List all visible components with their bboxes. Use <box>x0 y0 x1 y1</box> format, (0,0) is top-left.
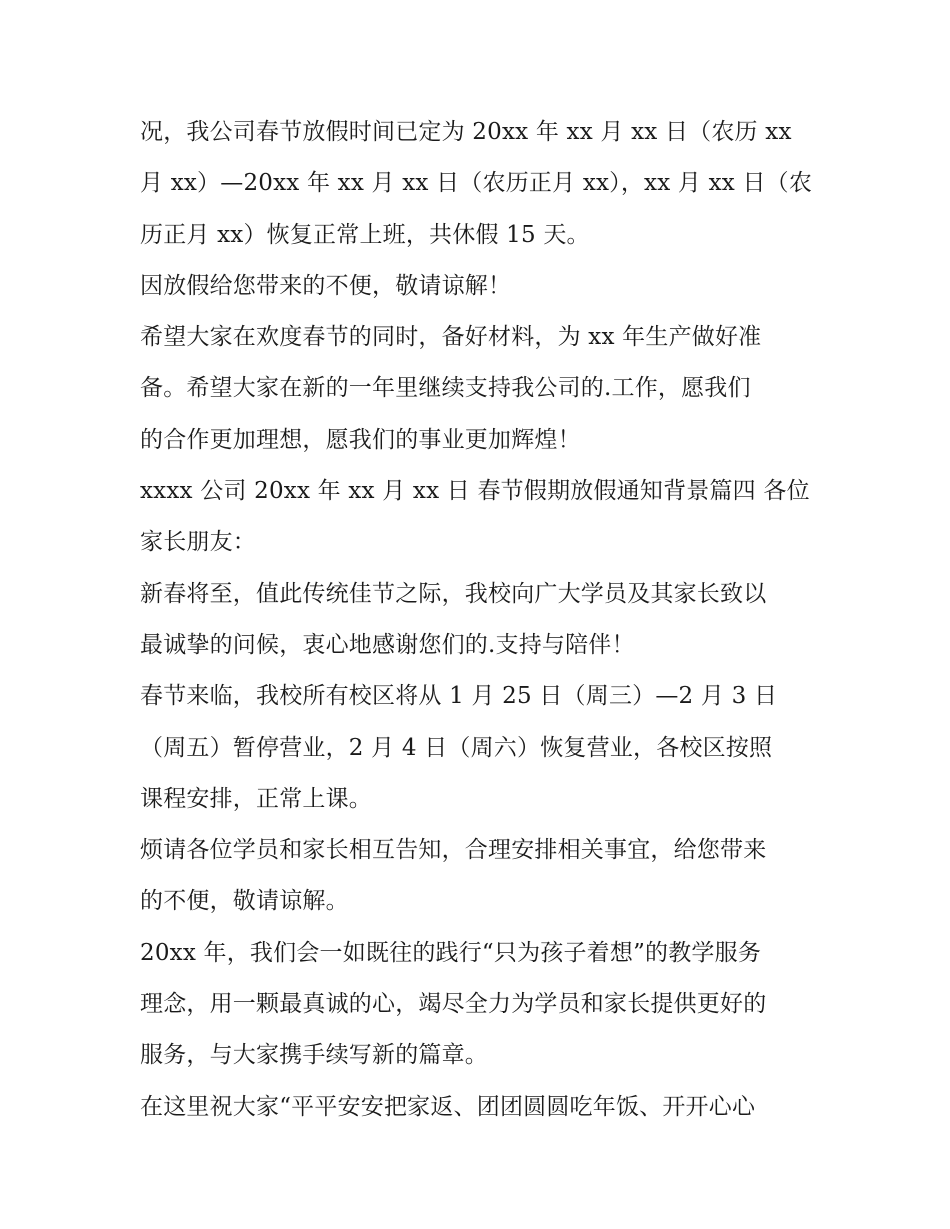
text-line: 烦请各位学员和家长相互告知，合理安排相关事宜，给您带来 <box>140 837 767 864</box>
text-line: 最诚挚的问候，衷心地感谢您们的.支持与陪伴！ <box>140 631 635 658</box>
text-line: 在这里祝大家“平平安安把家返、团团圆圆吃年饭、开开心心 <box>140 1093 756 1120</box>
text-line: 的不便，敬请谅解。 <box>140 888 349 915</box>
text-line: 春节来临，我校所有校区将从 1 月 25 日（周三）—2 月 3 日 <box>140 683 778 710</box>
text-line: 新春将至，值此传统佳节之际，我校向广大学员及其家长致以 <box>140 580 767 607</box>
text-line: 的合作更加理想，愿我们的事业更加辉煌！ <box>140 426 581 453</box>
text-line: 20xx 年，我们会一如既往的践行“只为孩子着想”的教学服务 <box>140 939 762 966</box>
text-line: 家长朋友： <box>140 529 256 556</box>
text-line: 历正月 xx）恢复正常上班，共休假 15 天。 <box>140 221 590 248</box>
text-line: 备。希望大家在新的一年里继续支持我公司的.工作，愿我们 <box>140 375 751 402</box>
text-line: （周五）暂停营业，2 月 4 日（周六）恢复营业，各校区按照 <box>140 734 773 761</box>
body-text <box>140 107 830 1133</box>
text-line: 希望大家在欢度春节的同时，备好材料，为 xx 年生产做好准 <box>140 324 762 351</box>
text-line: 况，我公司春节放假时间已定为 20xx 年 xx 月 xx 日（农历 xx <box>140 119 792 145</box>
text-line: 理念，用一颗最真诚的心，竭尽全力为学员和家长提供更好的 <box>140 991 767 1018</box>
text-line: 因放假给您带来的不便，敬请谅解！ <box>140 272 512 299</box>
text-line: 月 xx）—20xx 年 xx 月 xx 日（农历正月 xx），xx 月 xx 日（农 <box>140 170 813 197</box>
text-line: 服务，与大家携手续写新的篇章。 <box>140 1042 488 1069</box>
text-line: 课程安排，正常上课。 <box>140 785 372 812</box>
text-line: xxxx 公司 20xx 年 xx 月 xx 日 春节假期放假通知背景篇四 各位 <box>140 478 810 505</box>
